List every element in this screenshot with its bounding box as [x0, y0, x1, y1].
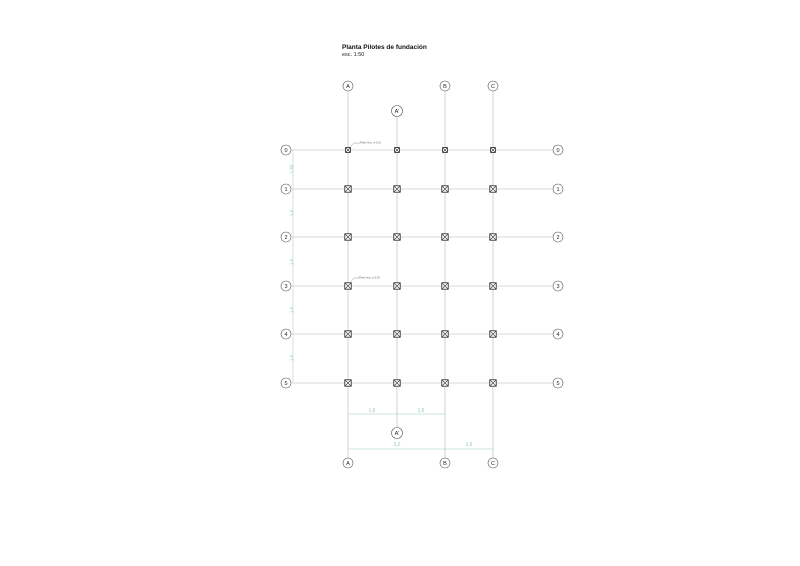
pile-symbol	[490, 186, 496, 192]
dim-row-0-1: 1,60	[289, 164, 294, 174]
dim-row-3-4: 1,6	[289, 306, 294, 314]
bottom-dimension-chain	[348, 408, 493, 449]
dim-A-B-total: 3,2	[393, 442, 401, 448]
pile-symbol	[394, 331, 400, 337]
row-label-0-left: 0	[284, 148, 288, 154]
row-label-3-left: 3	[284, 284, 288, 290]
column-label-C-bottom: C	[491, 461, 495, 467]
plan-scale: esc. 1:50	[342, 52, 365, 58]
row-bubbles-left	[281, 145, 291, 388]
column-label-A-bottom: A	[346, 461, 350, 467]
pile-symbol	[394, 234, 400, 240]
pile-note-mid: Pilote hinc. ø 0,30	[359, 276, 380, 280]
pile-symbol	[442, 380, 448, 386]
pile-symbol	[442, 186, 448, 192]
row-label-4-left: 4	[284, 332, 288, 338]
row-label-1-right: 1	[556, 187, 560, 193]
dim-row-4-5: 1,6	[289, 354, 294, 362]
horizontal-grid-lines	[292, 150, 552, 383]
dim-A-Aprime: 1,6	[368, 408, 376, 414]
dim-Aprime-B: 1,6	[417, 408, 425, 414]
column-label-B-bottom: B	[443, 461, 447, 467]
pile-symbol	[394, 283, 400, 289]
column-label-A-top: A	[346, 84, 350, 90]
dim-B-C: 1,6	[465, 442, 473, 448]
column-label-A-prime-top: A'	[394, 109, 400, 115]
column-label-B-top: B	[443, 84, 447, 90]
left-dimension-chain	[289, 150, 294, 383]
dim-row-2-3: 1,6	[289, 258, 294, 266]
row-bubbles-right	[553, 145, 563, 388]
pile-symbol	[443, 148, 448, 153]
pile-symbol	[491, 148, 496, 153]
pile-symbol	[394, 380, 400, 386]
column-bubbles-top	[343, 81, 498, 117]
pile-symbol	[490, 283, 496, 289]
dim-row-1-2: 1,6	[289, 209, 294, 217]
column-label-C-top: C	[491, 84, 495, 90]
column-label-A-prime-bottom: A'	[394, 431, 400, 437]
pile-symbol	[490, 234, 496, 240]
pile-symbol	[442, 283, 448, 289]
pile-symbol	[345, 234, 351, 240]
pile-symbol	[345, 380, 351, 386]
column-bubbles-bottom	[343, 428, 498, 469]
pile-symbol	[345, 331, 351, 337]
pile-note-top: Pilote hinc. ø 0,30	[360, 141, 381, 145]
row-label-1-left: 1	[284, 187, 288, 193]
pile-symbol	[346, 148, 351, 153]
row-label-0-right: 0	[556, 148, 560, 154]
plan-title: Planta Pilotes de fundación	[342, 44, 427, 51]
pile-symbol	[395, 148, 400, 153]
pile-symbol	[490, 331, 496, 337]
column-labels-top	[346, 84, 495, 115]
piles-layer	[345, 148, 496, 387]
row-label-2-right: 2	[556, 235, 560, 241]
pile-annotations	[349, 141, 381, 285]
row-label-3-right: 3	[556, 284, 560, 290]
pile-symbol	[442, 234, 448, 240]
pile-symbol	[442, 331, 448, 337]
row-label-5-left: 5	[284, 381, 288, 387]
pile-symbol	[490, 380, 496, 386]
row-label-2-left: 2	[284, 235, 288, 241]
pile-symbol	[345, 283, 351, 289]
row-label-4-right: 4	[556, 332, 560, 338]
pile-symbol	[394, 186, 400, 192]
vertical-grid-lines	[348, 91, 493, 458]
pile-symbol	[345, 186, 351, 192]
row-label-5-right: 5	[556, 381, 560, 387]
